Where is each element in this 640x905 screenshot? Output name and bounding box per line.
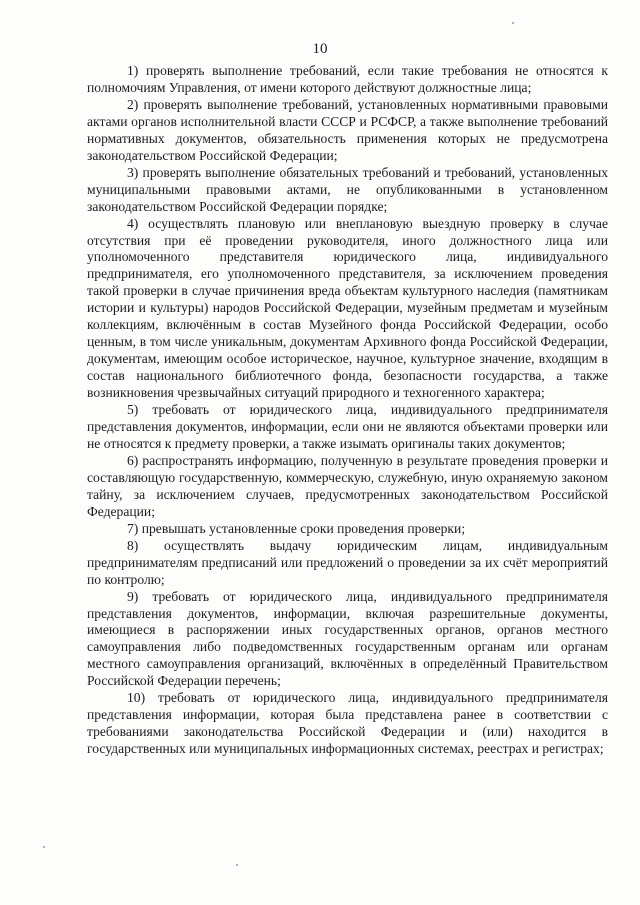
list-item-8: 8) осуществлять выдачу юридическим лицам, индивидуальным предпринимателям предписаний или предложений о проведении за их счёт мероприятий по контролю;: [87, 537, 608, 587]
scan-speck: [43, 846, 45, 848]
list-item-6: 6) распространять информацию, полученную в результате проведения проверки и составляющую государственную, коммерческую, служебную, иную охраняемую законом тайну, за исключением случаев, предусмотренных законодательством Российской Федерации;: [87, 452, 608, 519]
list-item-5: 5) требовать от юридического лица, индивидуального предпринимателя представления документов, информации, если они не являются объектами проверки или не относятся к предмету проверки, а также изымать оригиналы таких документов;: [87, 402, 608, 451]
scan-speck: [512, 22, 514, 24]
list-item-4: 4) осуществлять плановую или внеплановую выездную проверку в случае отсутствия при её проведении руководителя, иного должностного лица или уполномоченного представителя юридического лица, индивидуального предпринимателя, его уполномоченного представителя, за исключением проведения такой проверки в случае причинения вреда объектам культурного наследия (памятникам истории и культуры) народов Российской Федерации, музейным предметам и музейным коллекциям, включённым в состав Музейного фонда Российской Федерации, особо ценным, в том числе уникальным, документам Архивного фонда Российской Федерации, документам, имеющим особое историческое, научное, культурное значение, входящим в состав национального библиотечного фонда, безопасности государства, а также возникновения чрезвычайных ситуаций природного и техногенного характера;: [87, 215, 608, 401]
list-item-7: 7) превышать установленные сроки проведения проверки;: [127, 520, 466, 536]
document-body: [87, 63, 608, 758]
list-item-9: 9) требовать от юридического лица, индивидуального предпринимателя представления документов, информации, включая разрешительные документы, имеющиеся в распоряжении иных государственных органов, органов местного самоуправления либо подведомственных государственным органам или органам местного самоуправления организаций, включённых в определённый Правительством Российской Федерации перечень;: [87, 588, 608, 689]
page-number: 10: [312, 41, 328, 57]
list-item-3: 3) проверять выполнение обязательных требований и требований, установленных муниципальными правовыми актами, не опубликованными в установленном законодательством Российской Федерации порядке;: [87, 164, 608, 214]
list-item-10: 10) требовать от юридического лица, индивидуального предпринимателя представления информации, которая была представлена ранее в соответствии с требованиями законодательства Российской Федерации и (или) находится в государственных или муниципальных информационных системах, реестрах и регистрах;: [87, 690, 608, 757]
list-item-1: 1) проверять выполнение требований, если такие требования не относятся к полномочиям Управления, от имени которого действуют должностные лица;: [87, 63, 608, 95]
list-item-2: 2) проверять выполнение требований, установленных нормативными правовыми актами органов исполнительной власти СССР и РСФСР, а также выполнение требований нормативных документов, обязательность применения которых не предусмотрена законодательством Российской Федерации;: [87, 96, 608, 163]
scan-speck: [236, 864, 238, 866]
